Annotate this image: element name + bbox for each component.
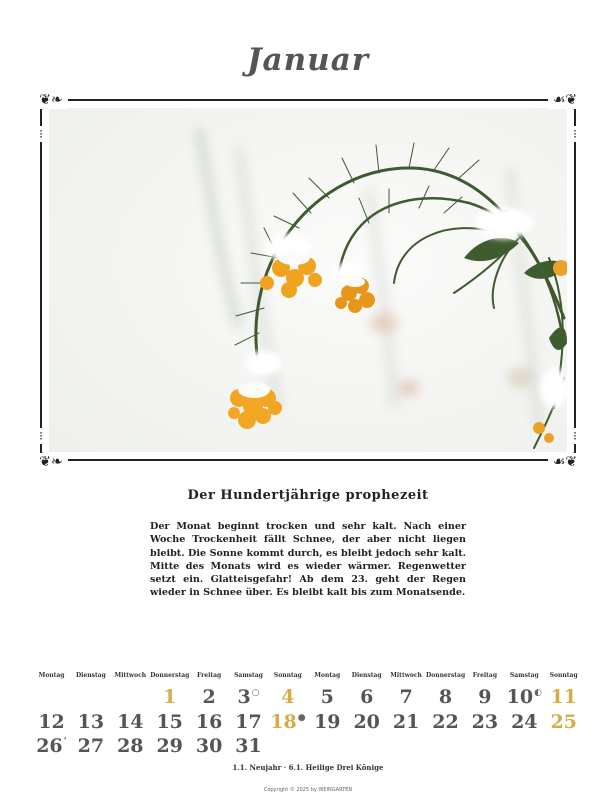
calendar-day [505, 711, 544, 733]
weekday-label: Mittwoch [390, 672, 422, 679]
day-number: 16 [195, 710, 223, 733]
weekday-label: Mittwoch [114, 672, 147, 679]
calendar-day [465, 711, 504, 733]
calendar-day [426, 686, 465, 708]
calendar-day [229, 735, 268, 757]
day-number: 8 [438, 686, 453, 708]
scroll-ornament-icon: ❦❧ [34, 91, 68, 109]
calendar-day [190, 686, 229, 708]
calendar-day [465, 686, 504, 708]
day-number: 27 [77, 735, 105, 757]
day-number: 14 [117, 710, 144, 733]
calendar-day [71, 711, 110, 733]
copyright-notice: Copyright © 2025 by WEINGARTEN [263, 787, 353, 793]
calendar-day [150, 735, 189, 757]
calendar-day [229, 711, 268, 733]
day-number: 10 [506, 686, 534, 708]
day-number: 20 [353, 710, 380, 733]
scroll-ornament-icon: ❦❧ [34, 453, 68, 471]
moon-phase-icon: ● [297, 712, 306, 723]
calendar-day [229, 686, 268, 708]
weekday-label: Donnerstag [150, 672, 190, 679]
day-number: 18 [270, 710, 297, 733]
moon-phase-icon: ○ [251, 688, 260, 698]
day-number: 13 [77, 710, 105, 733]
weekday-label: Sonntag [549, 672, 578, 679]
scroll-ornament-icon: ☙❦ [548, 91, 582, 109]
weekday-label: Freitag [196, 672, 222, 679]
calendar-day [426, 711, 465, 733]
weekday-label: Dienstag [75, 672, 106, 679]
day-number: 24 [511, 710, 538, 733]
day-number: 30 [195, 735, 223, 757]
day-number: 23 [471, 710, 499, 733]
moon-phase-icon: ’ [63, 737, 67, 747]
weekday-label: Samstag [509, 672, 539, 679]
frame-ornament-icon: ⁝ [570, 428, 580, 444]
day-number: 6 [360, 686, 374, 708]
day-number: 22 [432, 710, 459, 733]
day-number: 19 [314, 710, 341, 733]
weekday-label: Freitag [472, 672, 498, 679]
date-grid [32, 686, 584, 766]
calendar-day [268, 711, 307, 733]
day-number: 4 [281, 686, 295, 708]
frame-ornament-icon: ⁝ [570, 126, 580, 142]
day-number: 3 [237, 686, 251, 708]
frame-ornament-icon: ⁝ [36, 126, 46, 142]
prophecy-heading: Der Hundertjährige prophezeit [187, 488, 429, 503]
day-number: 28 [117, 735, 144, 757]
flower-photo [49, 108, 567, 452]
calendar-day [505, 686, 544, 708]
day-number: 31 [235, 735, 262, 757]
day-number: 5 [320, 686, 334, 708]
calendar-day [32, 711, 71, 733]
calendar-day [150, 711, 189, 733]
weekday-header-row [32, 672, 584, 684]
calendar-day [111, 711, 150, 733]
day-number: 26 [36, 735, 63, 757]
weekday-label: Montag [314, 672, 341, 679]
weekday-label: Donnerstag [426, 672, 466, 679]
day-number: 12 [38, 710, 65, 733]
day-number: 9 [478, 686, 492, 708]
calendar-day [111, 735, 150, 757]
holiday-note: 1.1. Neujahr · 6.1. Heilige Drei Könige [232, 763, 384, 772]
moon-phase-icon: ◐ [534, 688, 542, 698]
calendar-day [308, 711, 347, 733]
day-number: 25 [550, 710, 577, 733]
calendar-day [308, 686, 347, 708]
weekday-label: Dienstag [351, 672, 382, 679]
calendar-day [190, 735, 229, 757]
calendar-day [71, 735, 110, 757]
calendar-day [32, 735, 71, 757]
day-number: 21 [392, 710, 420, 733]
day-number: 15 [156, 710, 183, 733]
prophecy-text: Der Monat beginnt trocken und sehr kalt. Nach einer Woche Trockenheit fällt Schnee, der aber nicht liegen bleibt. Die Sonne kommt durch, es bleibt jedoch sehr kalt. Mitte des Monats wird es wieder wärmer. Regenwetter setzt ein. Glatteisgefahr! Ab dem 23. geht der Regen wieder in Schnee über. Es bleibt kalt bis zum Monatsende. [150, 521, 466, 599]
calendar-day [190, 711, 229, 733]
calendar-day [544, 686, 583, 708]
weekday-label: Montag [38, 672, 65, 679]
day-number: 17 [235, 710, 262, 733]
calendar-day [150, 686, 189, 708]
calendar-day [387, 711, 426, 733]
weekday-label: Sonntag [273, 672, 302, 679]
day-number: 11 [550, 686, 577, 708]
weekday-label: Samstag [234, 672, 263, 679]
calendar-day [544, 711, 583, 733]
day-number: 2 [202, 686, 216, 708]
calendar-grid [32, 672, 584, 757]
day-number: 29 [156, 735, 183, 757]
frame-ornament-icon: ⁝ [36, 428, 46, 444]
calendar-day [268, 686, 307, 708]
calendar-day [347, 686, 386, 708]
scroll-ornament-icon: ☙❦ [548, 453, 582, 471]
calendar-day [347, 711, 386, 733]
photo-frame [40, 99, 576, 461]
calendar-day [387, 686, 426, 708]
day-number: 7 [399, 686, 413, 708]
month-title: Januar [246, 42, 370, 78]
photo [49, 108, 567, 452]
day-number: 1 [163, 686, 177, 708]
